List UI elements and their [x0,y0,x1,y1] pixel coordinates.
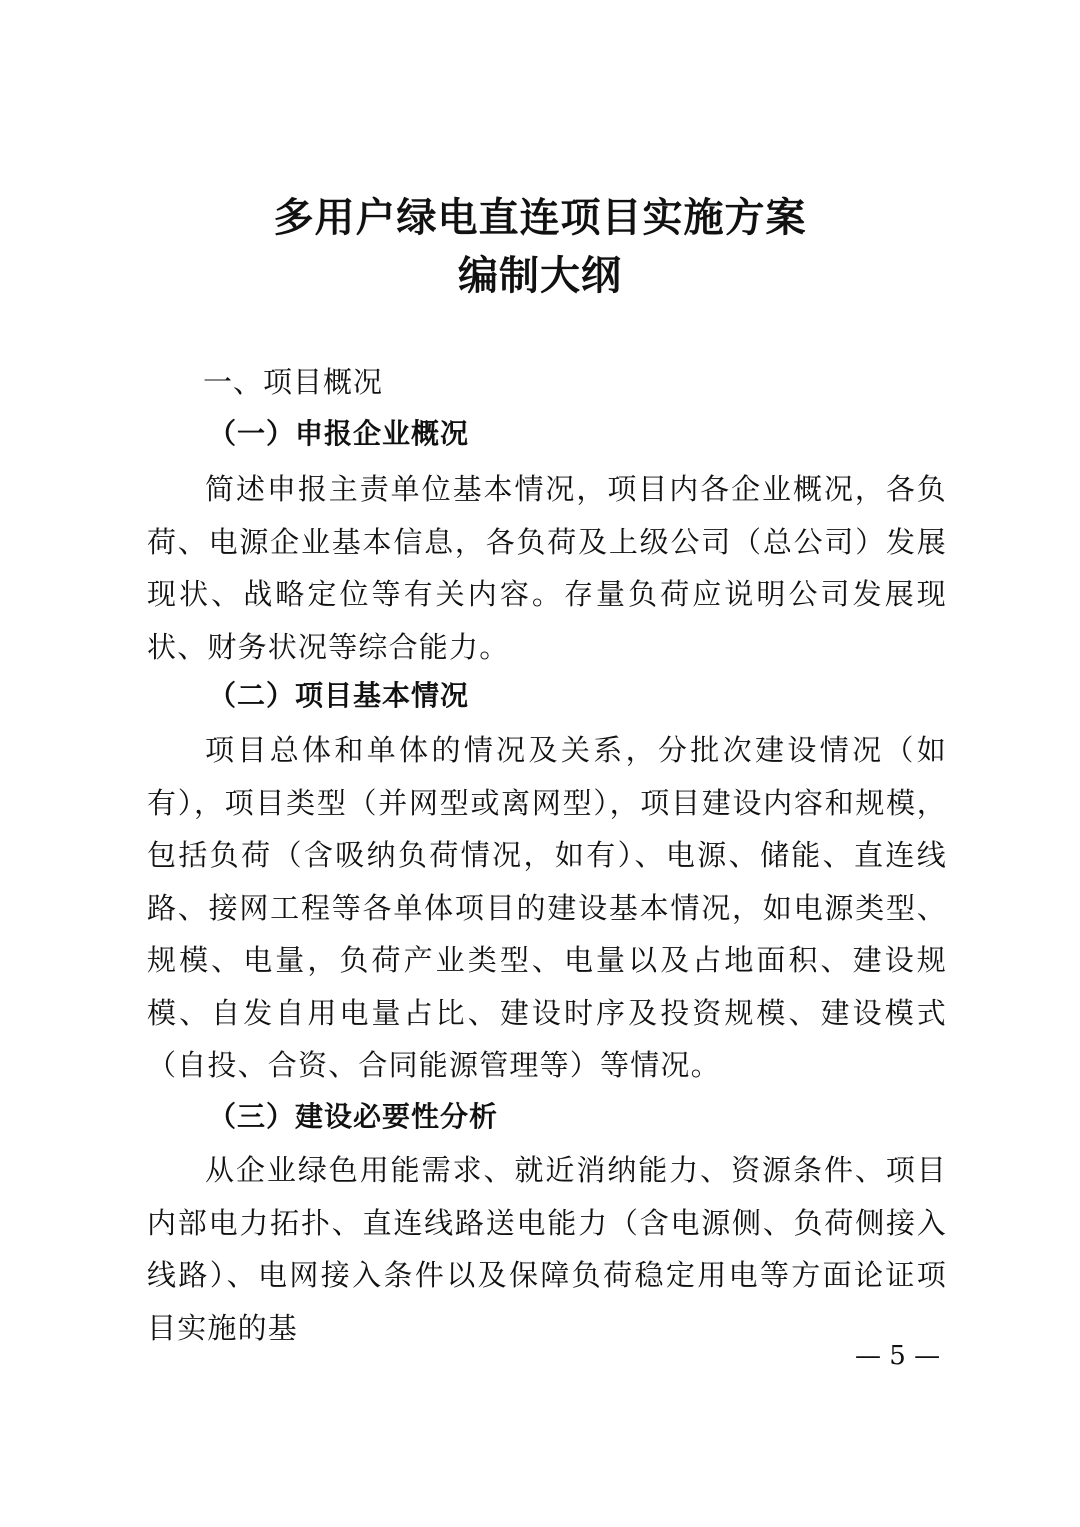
subsection-heading-basic-info: （二）项目基本情况 [208,679,470,712]
page-number: — 5 — [855,1341,941,1371]
paragraph-necessity: 从企业绿色用能需求、就近消纳能力、资源条件、项目内部电力拓扑、直连线路送电能力（含电源侧、负荷侧接入线路）、电网接入条件以及保障负荷稳定用电等方面论证项目实施的基 [147,1153,947,1345]
paragraph-basic-info: 项目总体和单体的情况及关系，分批次建设情况（如有），项目类型（并网型或离网型），项目建设内容和规模，包括负荷（含吸纳负荷情况，如有）、电源、储能、直连线路、接网工程等各单体项目的建设基本情况，如电源类型、规模、电量，负荷产业类型、电量以及占地面积、建设规模、自发自用电量占比、建设时序及投资规模、建设模式（自投、合资、合同能源管理等）等情况。 [147,733,947,1082]
subsection-heading-necessity: （三）建设必要性分析 [208,1100,499,1133]
section-heading-overview: 一、项目概况 [203,365,384,399]
subsection-heading-enterprise: （一）申报企业概况 [208,417,470,450]
paragraph-enterprise: 简述申报主责单位基本情况，项目内各企业概况，各负荷、电源企业基本信息，各负荷及上级公司（总公司）发展现状、战略定位等有关内容。存量负荷应说明公司发展现状、财务状况等综合能力。 [147,472,947,664]
document-subtitle: 编制大纲 [458,252,622,299]
document-title: 多用户绿电直连项目实施方案 [273,194,807,241]
